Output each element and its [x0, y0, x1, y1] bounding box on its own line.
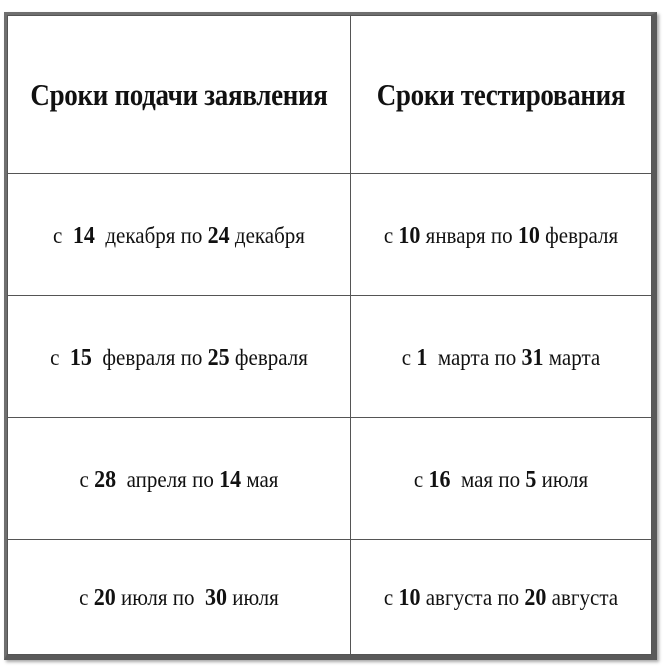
schedule-table	[7, 15, 652, 655]
prefix-text: с	[383, 221, 394, 248]
table-row	[8, 296, 652, 418]
to-month-text: июля	[232, 583, 279, 611]
to-day: 5	[525, 463, 537, 492]
to-day: 10	[517, 219, 540, 248]
to-month-text: июля	[541, 465, 589, 492]
from-day: 20	[93, 582, 116, 611]
from-day: 15	[69, 341, 92, 370]
table-row	[8, 174, 652, 296]
table-row	[8, 540, 652, 655]
header-testing-period: Сроки тестирования	[351, 6, 652, 183]
from-month-text: июля по	[121, 583, 195, 611]
to-month-text: февраля	[234, 343, 308, 370]
to-day: 24	[207, 219, 230, 248]
header-application-period: Сроки подачи заявления	[8, 6, 351, 183]
from-day: 14	[72, 219, 95, 248]
to-month-text: декабря	[234, 221, 305, 248]
application-period-cell	[8, 540, 351, 655]
to-day: 25	[207, 341, 230, 370]
from-day: 28	[94, 463, 117, 492]
from-day: 16	[428, 463, 451, 492]
to-day: 14	[219, 463, 242, 492]
prefix-text: с	[401, 343, 412, 370]
from-month-text: мая по	[460, 465, 521, 492]
testing-period-cell	[351, 418, 652, 540]
to-month-text: мая	[246, 465, 279, 492]
testing-period-cell	[351, 296, 652, 418]
to-month-text: марта	[548, 343, 601, 370]
from-month-text: декабря по	[105, 221, 203, 248]
to-day: 30	[205, 582, 228, 611]
prefix-text: с	[413, 465, 424, 492]
prefix-text: с	[53, 221, 63, 248]
application-period-cell	[8, 418, 351, 540]
from-month-text: августа по	[425, 583, 520, 611]
prefix-text: с	[79, 583, 89, 611]
to-month-text: августа	[551, 583, 619, 611]
application-period-cell	[8, 174, 351, 296]
to-day: 31	[521, 341, 544, 370]
application-period-cell	[8, 296, 351, 418]
table-row	[8, 418, 652, 540]
table-header-row	[8, 16, 652, 174]
to-day: 20	[524, 582, 547, 611]
from-month-text: апреля по	[126, 465, 214, 492]
prefix-text: с	[383, 583, 394, 611]
from-day: 10	[398, 582, 421, 611]
prefix-text: с	[79, 465, 89, 492]
testing-period-cell	[351, 540, 652, 655]
from-day: 10	[398, 219, 421, 248]
to-month-text: февраля	[545, 221, 619, 248]
from-day: 1	[416, 341, 428, 370]
from-month-text: марта по	[437, 343, 517, 370]
from-month-text: февраля по	[102, 343, 203, 370]
prefix-text: с	[50, 343, 60, 370]
from-month-text: января по	[425, 221, 513, 248]
testing-period-cell	[351, 174, 652, 296]
